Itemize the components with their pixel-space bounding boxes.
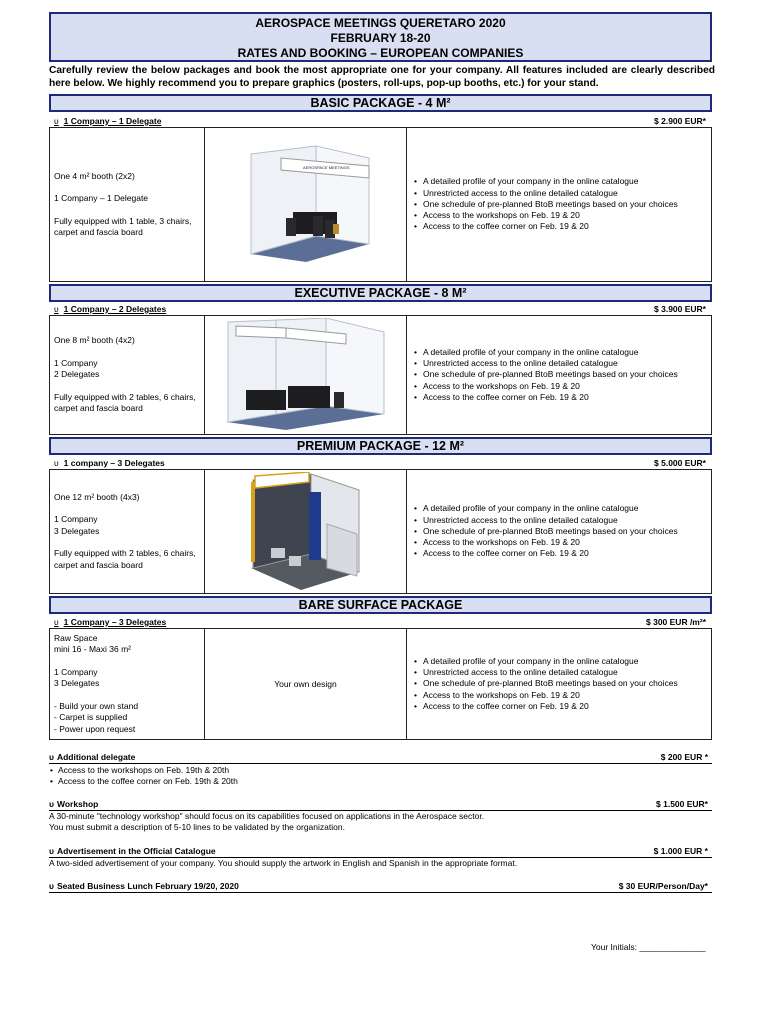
basic-package-subhead	[49, 116, 712, 127]
bare-delegates: 3 Delegates	[54, 678, 100, 689]
executive-booth: One 8 m² booth (4x2)	[54, 335, 135, 346]
basic-price: $ 2.900 EUR*	[654, 116, 706, 126]
initials-field[interactable]: Your Initials: ______________	[591, 942, 706, 952]
feature-item: • Access to the workshops on Feb. 19 & 20	[413, 690, 705, 701]
feature-item: • Access to the workshops on Feb. 19 & 20	[413, 210, 705, 221]
advertisement-text: A two-sided advertisement of your company. You should supply the artwork in English and Spanish in the appropriate format.	[49, 858, 518, 868]
feature-item: • One schedule of pre-planned BtoB meetings based on your choices	[413, 369, 705, 380]
additional-delegate-item-2: • Access to the coffee corner on Feb. 19th & 20th	[49, 776, 712, 787]
premium-description	[50, 470, 205, 593]
executive-equipment: Fully equipped with 2 tables, 6 chairs, carpet and fascia board	[54, 391, 196, 414]
bare-raw-space: Raw Space	[54, 632, 98, 643]
workshop-heading	[49, 799, 712, 811]
feature-item: • Access to the coffee corner on Feb. 19 & 20	[413, 548, 705, 559]
bare-description	[50, 629, 205, 739]
feature-item: • One schedule of pre-planned BtoB meetings based on your choices	[413, 199, 705, 210]
premium-package-table	[49, 469, 712, 594]
feature-item: • Unrestricted access to the online detailed catalogue	[413, 358, 705, 369]
basic-people: 1 Company – 1 Delegate	[54, 193, 149, 203]
basic-features	[407, 128, 711, 281]
title-line-3: RATES AND BOOKING – EUROPEAN COMPANIES	[237, 46, 524, 60]
feature-item: • One schedule of pre-planned BtoB meetings based on your choices	[413, 526, 705, 537]
feature-item: • One schedule of pre-planned BtoB meetings based on your choices	[413, 678, 705, 689]
feature-item: • A detailed profile of your company in the online catalogue	[413, 347, 705, 358]
additional-delegate-details	[49, 765, 712, 787]
premium-booth: One 12 m² booth (4x3)	[54, 491, 140, 502]
bare-who: υ 1 Company – 3 Delegates	[54, 617, 166, 628]
bare-package-table	[49, 628, 712, 740]
workshop-details	[49, 811, 712, 833]
premium-company: 1 Company	[54, 514, 98, 525]
workshop-label: υ Workshop	[49, 799, 98, 810]
bare-size: mini 16 - Maxi 36 m²	[54, 644, 131, 655]
feature-item: • A detailed profile of your company in the online catalogue	[413, 656, 705, 667]
executive-package-table	[49, 315, 712, 435]
workshop-text-2: You must submit a description of 5-10 lines to be validated by the organization.	[49, 822, 345, 832]
executive-booth-image	[205, 316, 407, 434]
premium-package-title: PREMIUM PACKAGE - 12 M²	[49, 437, 712, 455]
feature-item: • Access to the coffee corner on Feb. 19 & 20	[413, 701, 705, 712]
workshop-price: $ 1.500 EUR*	[656, 799, 708, 809]
bare-features	[407, 629, 711, 739]
executive-who: υ 1 Company – 2 Delegates	[54, 304, 166, 315]
executive-company: 1 Company	[54, 357, 98, 368]
feature-item: • A detailed profile of your company in the online catalogue	[413, 176, 705, 187]
bare-design: Your own design	[274, 679, 337, 689]
title-line-2: FEBRUARY 18-20	[330, 31, 431, 45]
lunch-price: $ 30 EUR/Person/Day*	[618, 881, 708, 891]
intro-paragraph: Carefully review the below packages and book the most appropriate one for your company. All features included are clearly described here below. We highly recommend you to prepare graphics (posters, roll-ups, pop-up booths, etc.) for your stand.	[49, 65, 715, 89]
workshop-text-1: A 30-minute "technology workshop" should focus on its capabilities focused on applications in the Aerospace sector.	[49, 811, 485, 821]
premium-package-subhead	[49, 458, 712, 469]
advertisement-heading	[49, 846, 712, 858]
feature-item: • Access to the coffee corner on Feb. 19 & 20	[413, 221, 705, 232]
executive-features	[407, 316, 711, 434]
executive-price: $ 3.900 EUR*	[654, 304, 706, 314]
bare-carpet: - Carpet is supplied	[54, 712, 128, 723]
feature-item: • Access to the coffee corner on Feb. 19 & 20	[413, 392, 705, 403]
bare-design-cell	[205, 629, 407, 739]
lunch-label: υ Seated Business Lunch February 19/20, 2020	[49, 881, 239, 892]
basic-package-title: BASIC PACKAGE - 4 M²	[49, 94, 712, 112]
feature-item: • Unrestricted access to the online detailed catalogue	[413, 667, 705, 678]
basic-package-table	[49, 127, 712, 282]
bare-build: - Build your own stand	[54, 700, 139, 711]
bare-package-title: BARE SURFACE PACKAGE	[49, 596, 712, 614]
premium-booth-image	[205, 470, 407, 593]
bare-price: $ 300 EUR /m²*	[646, 617, 706, 627]
basic-description	[50, 128, 205, 281]
feature-item: • A detailed profile of your company in the online catalogue	[413, 503, 705, 514]
additional-delegate-price: $ 200 EUR *	[660, 752, 708, 762]
executive-description	[50, 316, 205, 434]
basic-booth-image	[205, 128, 407, 281]
lunch-heading	[49, 881, 712, 893]
basic-who: υ 1 Company – 1 Delegate	[54, 116, 161, 127]
basic-booth: One 4 m² booth (2x2)	[54, 170, 135, 181]
feature-item: • Unrestricted access to the online detailed catalogue	[413, 515, 705, 526]
additional-delegate-item-1: • Access to the workshops on Feb. 19th & 20th	[49, 765, 712, 776]
executive-package-subhead	[49, 304, 712, 315]
premium-features	[407, 470, 711, 593]
bare-power: - Power upon request	[54, 723, 136, 734]
feature-item: • Access to the workshops on Feb. 19 & 20	[413, 537, 705, 548]
feature-item: • Unrestricted access to the online detailed catalogue	[413, 188, 705, 199]
executive-delegates: 2 Delegates	[54, 369, 100, 380]
additional-delegate-heading	[49, 752, 712, 764]
advertisement-price: $ 1.000 EUR *	[653, 846, 708, 856]
premium-who: υ 1 company – 3 Delegates	[54, 458, 165, 469]
advertisement-details	[49, 858, 712, 869]
bare-package-subhead	[49, 617, 712, 628]
feature-item: • Access to the workshops on Feb. 19 & 20	[413, 381, 705, 392]
svg-text:AEROSPACE MEETINGS: AEROSPACE MEETINGS	[302, 164, 350, 170]
premium-delegates: 3 Delegates	[54, 525, 100, 536]
premium-price: $ 5.000 EUR*	[654, 458, 706, 468]
document-title-box	[49, 12, 712, 62]
executive-package-title: EXECUTIVE PACKAGE - 8 M²	[49, 284, 712, 302]
bare-company: 1 Company	[54, 666, 98, 677]
additional-delegate-label: υ Additional delegate	[49, 752, 135, 763]
advertisement-label: υ Advertisement in the Official Catalogue	[49, 846, 216, 857]
title-line-1: AEROSPACE MEETINGS QUERETARO 2020	[255, 16, 506, 30]
premium-equipment: Fully equipped with 2 tables, 6 chairs, carpet and fascia board	[54, 548, 196, 570]
basic-equipment: Fully equipped with 1 table, 3 chairs, carpet and fascia board	[54, 215, 192, 237]
